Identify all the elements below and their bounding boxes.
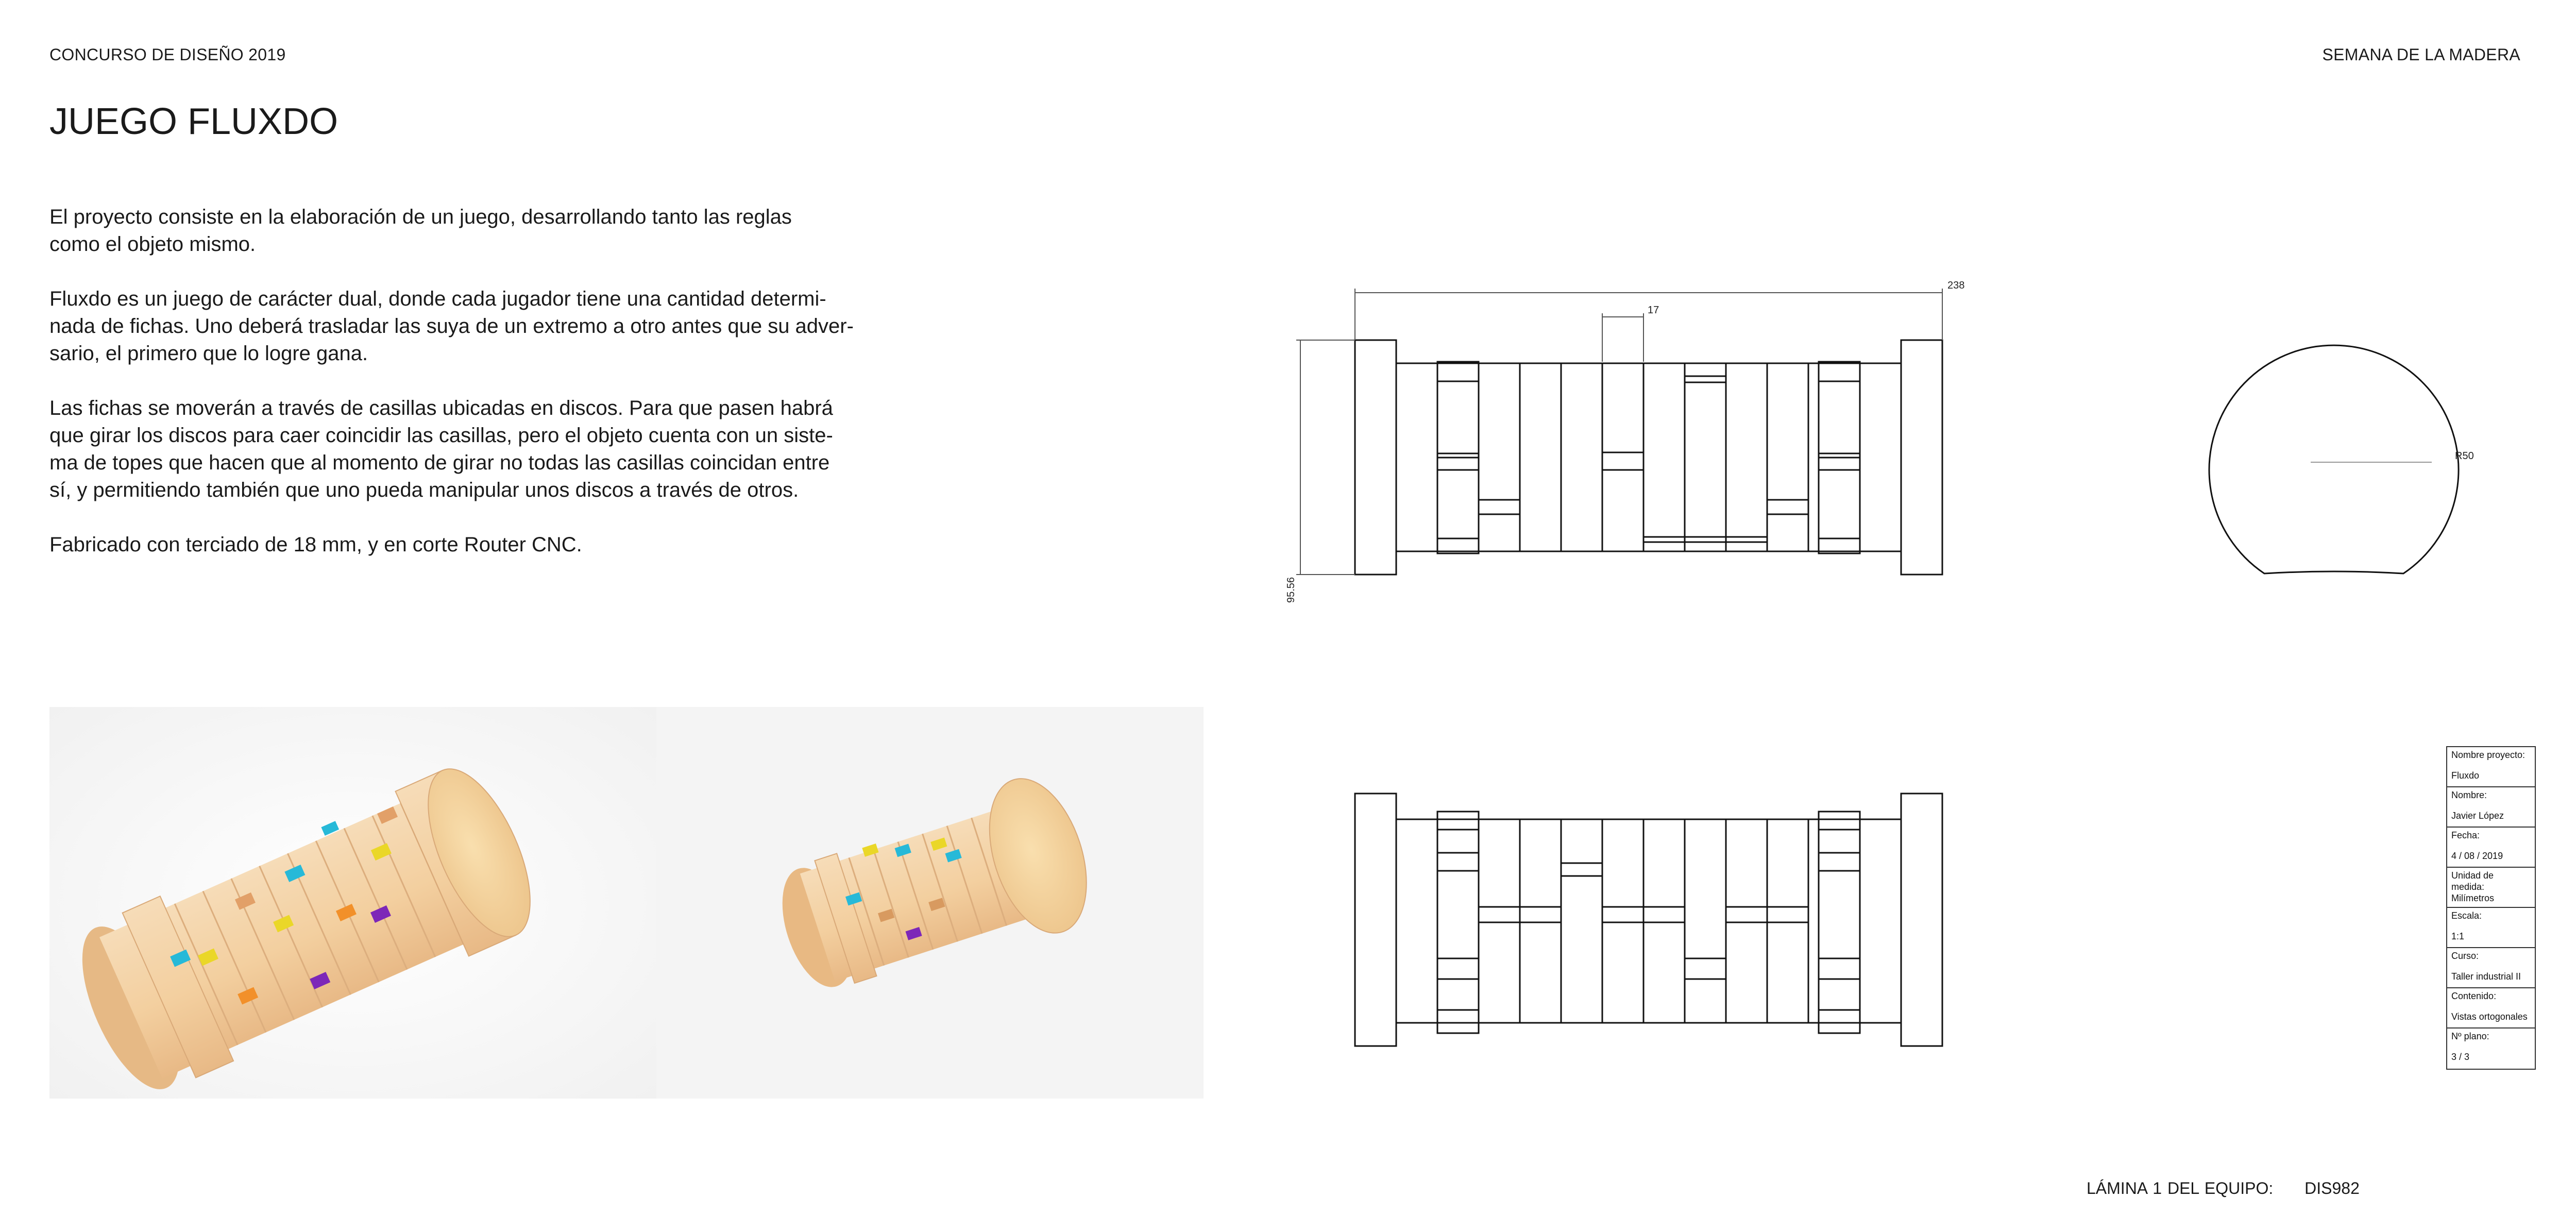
title-block-label: Nombre: (2451, 790, 2487, 800)
title-block (2446, 746, 2536, 1070)
title-block-label: Contenido: (2451, 991, 2497, 1001)
description-paragraph: Fluxdo es un juego de carácter dual, donde cada jugador tiene una cantidad determi- nada de fichas. Uno deberá trasladar las suya de un extremo a otro antes que su adver- sario, el primero que lo logre gana. (49, 288, 854, 365)
product-renders (49, 707, 1204, 1099)
title-block-label: Nombre proyecto: (2451, 750, 2526, 760)
description-paragraph: Las fichas se moverán a través de casillas ubicadas en discos. Para que pasen habrá que girar los discos para caer coincidir las casillas, pero el objeto cuenta con un siste- ma de topes que hacen que al momento de girar no todas las casillas coincidan entre sí, y permitiendo también que uno pueda manipular unos discos a través de otros. (49, 397, 833, 501)
title-block-name (2447, 787, 2535, 828)
title-block-content (2447, 988, 2535, 1028)
dimension-height: 95.56 (1285, 577, 1297, 603)
title-block-project (2447, 747, 2535, 787)
dimension-total-length: 238 (1947, 280, 1965, 291)
title-block-value: 1:1 (2451, 931, 2465, 941)
title-block-label: Curso: (2451, 951, 2479, 961)
title-block-course (2447, 948, 2535, 988)
title-block-label: Unidad de medida: (2451, 870, 2494, 892)
title-block-value: Javier López (2451, 811, 2504, 821)
title-block-label: Nº plano: (2451, 1031, 2489, 1041)
title-block-value: 3 / 3 (2451, 1052, 2470, 1062)
project-description (49, 204, 894, 586)
description-paragraph: El proyecto consiste en la elaboración de un juego, desarrollando tanto las reglas como el objeto mismo. (49, 206, 792, 256)
dimension-lines (1296, 289, 1942, 575)
title-block-plan (2447, 1028, 2535, 1069)
event-label: SEMANA DE LA MADERA (2322, 45, 2520, 64)
page-title: JUEGO FLUXDO (49, 101, 338, 142)
render-image (49, 707, 1204, 1099)
description-paragraph: Fabricado con terciado de 18 mm, y en corte Router CNC. (49, 533, 582, 556)
sheet-label: LÁMINA 1 DEL EQUIPO: (2087, 1179, 2274, 1198)
side-view (2209, 345, 2474, 574)
title-block-date (2447, 828, 2535, 868)
title-block-value: Taller industrial II (2451, 971, 2521, 982)
contest-label: CONCURSO DE DISEÑO 2019 (49, 45, 286, 64)
title-block-value: Vistas ortogonales (2451, 1011, 2528, 1022)
title-block-scale (2447, 908, 2535, 948)
title-block-value: 4 / 08 / 2019 (2451, 851, 2503, 861)
top-view (1355, 794, 1942, 1046)
dimension-disc-width: 17 (1648, 305, 1659, 316)
team-code: DIS982 (2304, 1179, 2360, 1198)
title-block-unit (2447, 868, 2535, 908)
sheet-footer (2087, 1179, 2360, 1198)
dimension-radius: R50 (2455, 450, 2474, 462)
title-block-value: Milímetros (2451, 893, 2495, 903)
front-view (1355, 340, 1942, 575)
title-block-value: Fluxdo (2451, 770, 2480, 781)
technical-drawing (1278, 268, 2483, 1061)
title-block-label: Escala: (2451, 910, 2482, 921)
title-block-label: Fecha: (2451, 830, 2480, 840)
